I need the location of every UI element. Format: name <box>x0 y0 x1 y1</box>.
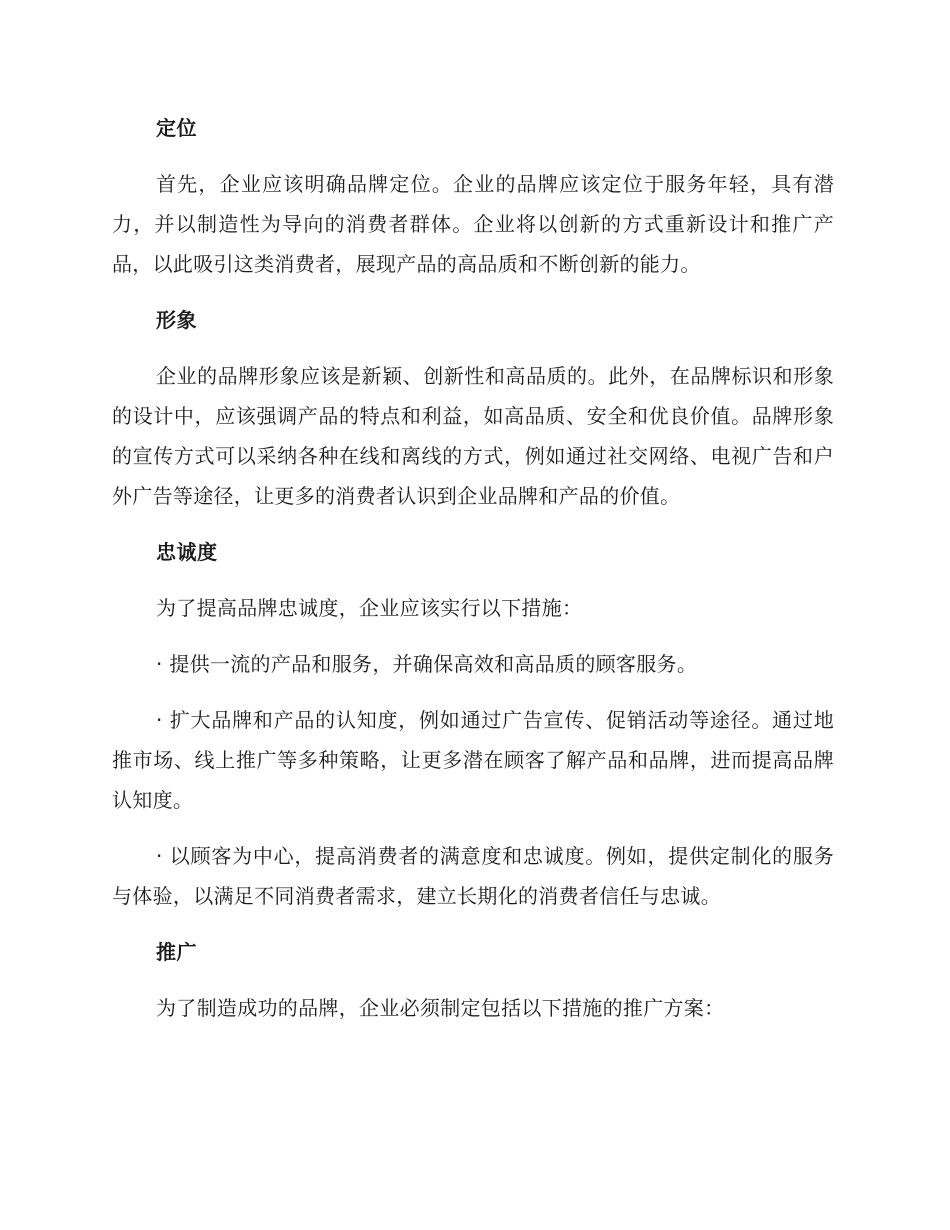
section-heading-positioning: 定位 <box>156 116 197 140</box>
paragraph-image: 企业的品牌形象应该是新颖、创新性和高品质的。此外，在品牌标识和形象的设计中，应该强调产品的特点和利益，如高品质、安全和优良价值。品牌形象的宣传方式可以采纳各种在线和离线的方式，例如通过社交网络、电视广告和户外广告等途径，让更多的消费者认识到企业品牌和产品的价值。 <box>112 364 834 508</box>
section-heading-image: 形象 <box>156 308 197 332</box>
paragraph-promotion: 为了制造成功的品牌，企业必须制定包括以下措施的推广方案： <box>156 996 725 1020</box>
bullet-item-service: · 提供一流的产品和服务，并确保高效和高品质的顾客服务。 <box>156 652 698 676</box>
bullet-item-customer-centric: · 以顾客为中心，提高消费者的满意度和忠诚度。例如，提供定制化的服务与体验，以满足不同消费者需求，建立长期化的消费者信任与忠诚。 <box>112 844 834 908</box>
section-heading-loyalty: 忠诚度 <box>156 540 218 564</box>
bullet-item-awareness: · 扩大品牌和产品的认知度，例如通过广告宣传、促销活动等途径。通过地推市场、线上推广等多种策略，让更多潜在顾客了解产品和品牌，进而提高品牌认知度。 <box>112 708 834 812</box>
paragraph-positioning: 首先，企业应该明确品牌定位。企业的品牌应该定位于服务年轻，具有潜力，并以制造性为导向的消费者群体。企业将以创新的方式重新设计和推广产品，以此吸引这类消费者，展现产品的高品质和不断创新的能力。 <box>112 172 834 276</box>
document-body <box>112 108 834 1044</box>
section-heading-promotion: 推广 <box>156 940 197 964</box>
paragraph-loyalty-intro: 为了提高品牌忠诚度，企业应该实行以下措施： <box>156 596 583 620</box>
